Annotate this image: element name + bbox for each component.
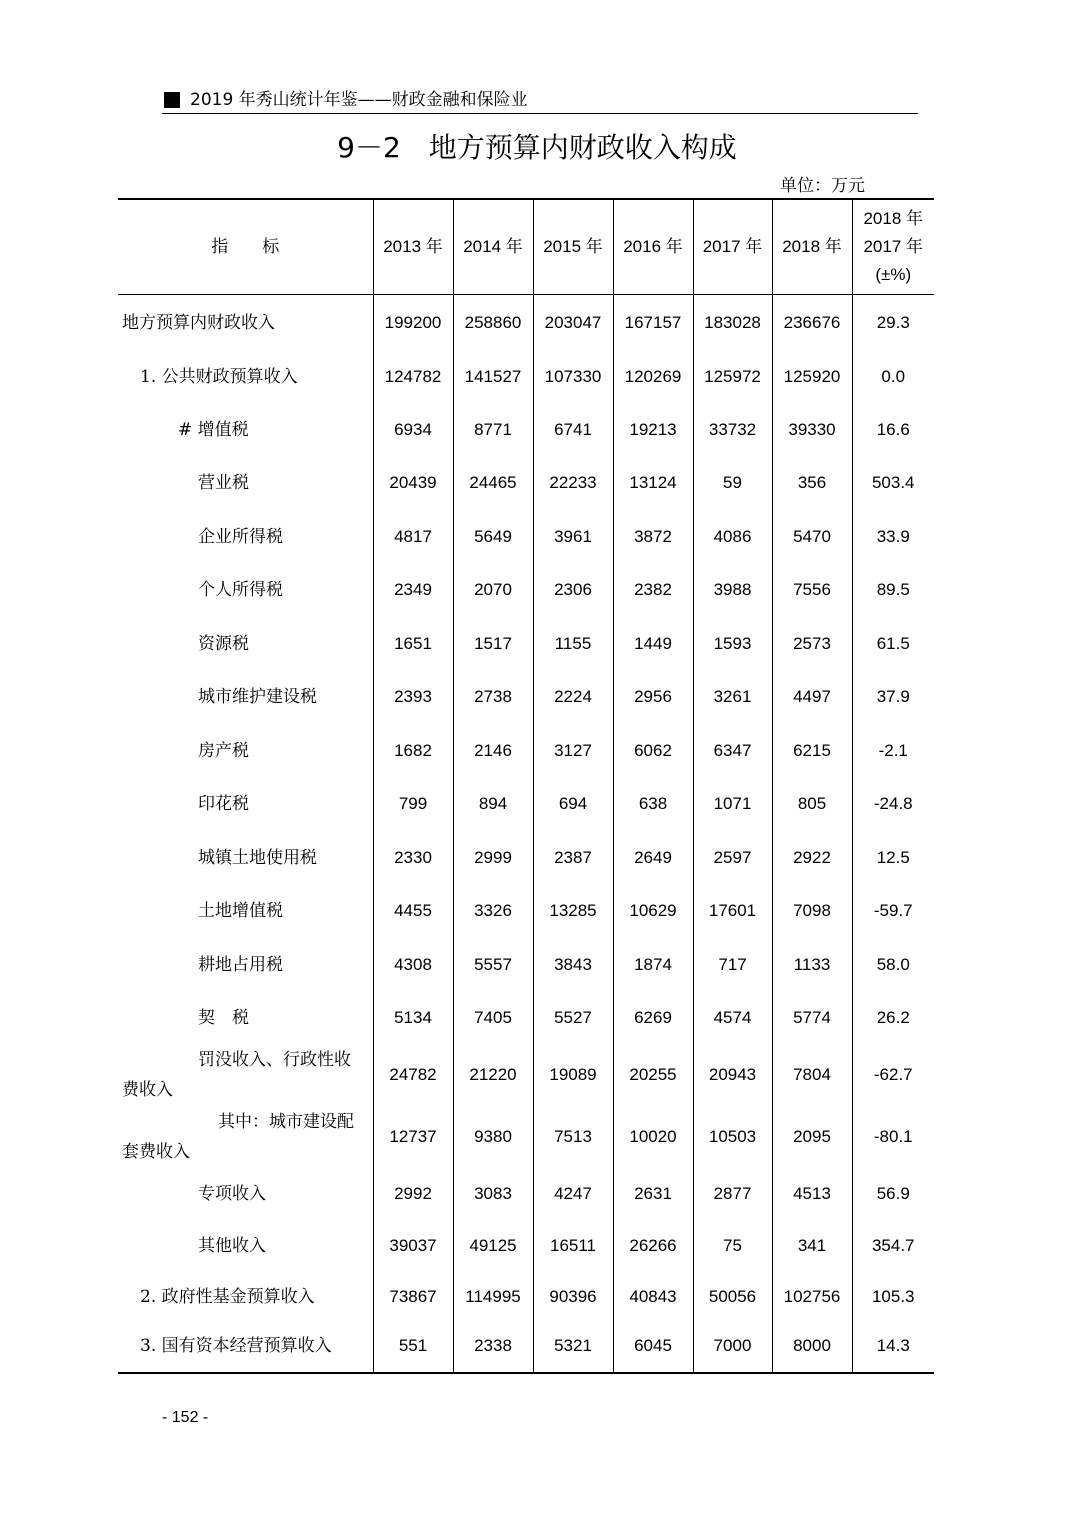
cell-value: 21220: [453, 1044, 533, 1106]
cell-value: 114995: [453, 1273, 533, 1321]
cell-value: 1593: [693, 617, 772, 671]
cell-value: 124782: [373, 351, 453, 403]
cell-value: 183028: [693, 295, 772, 351]
cell-value: 356: [772, 457, 852, 510]
cell-value: 13124: [613, 457, 693, 510]
table-row: [118, 1168, 934, 1220]
cell-value: 39330: [772, 403, 852, 457]
cell-value: 2095: [772, 1106, 852, 1168]
cell-value: 141527: [453, 351, 533, 403]
header-2016: 2016 年: [613, 199, 693, 295]
cell-value: 8000: [772, 1321, 852, 1373]
table-header-row: [118, 199, 934, 295]
cell-value: 2649: [613, 831, 693, 885]
cell-value: 5321: [533, 1321, 613, 1373]
cell-value: 26266: [613, 1220, 693, 1273]
table-row: [118, 403, 934, 457]
cell-value: 39037: [373, 1220, 453, 1273]
cell-value: 13285: [533, 885, 613, 938]
cell-value: 7000: [693, 1321, 772, 1373]
cell-change-pct: 61.5: [852, 617, 934, 671]
table-row: [118, 1321, 934, 1373]
cell-value: 107330: [533, 351, 613, 403]
cell-value: 5649: [453, 510, 533, 564]
cell-change-pct: 37.9: [852, 671, 934, 724]
cell-value: 3127: [533, 724, 613, 778]
cell-value: 717: [693, 938, 772, 992]
cell-change-pct: 26.2: [852, 992, 934, 1044]
cell-value: 6741: [533, 403, 613, 457]
cell-change-pct: 33.9: [852, 510, 934, 564]
header-text: 2019 年秀山统计年鉴——财政金融和保险业: [190, 90, 528, 110]
cell-value: 90396: [533, 1273, 613, 1321]
table-row: [118, 885, 934, 938]
cell-value: 894: [453, 778, 533, 831]
cell-change-pct: -59.7: [852, 885, 934, 938]
cell-value: 7098: [772, 885, 852, 938]
cell-value: 3843: [533, 938, 613, 992]
cell-value: 2877: [693, 1168, 772, 1220]
row-label: 营业税: [198, 473, 249, 493]
cell-value: 24782: [373, 1044, 453, 1106]
row-label: 1. 公共财政预算收入: [140, 366, 298, 387]
cell-value: 22233: [533, 457, 613, 510]
cell-value: 1651: [373, 617, 453, 671]
cell-value: 5134: [373, 992, 453, 1044]
header-change-line2: 2017 年: [863, 237, 924, 256]
cell-value: 19213: [613, 403, 693, 457]
cell-change-pct: 0.0: [852, 351, 934, 403]
cell-value: 2338: [453, 1321, 533, 1373]
cell-value: 49125: [453, 1220, 533, 1273]
table-row: [118, 1273, 934, 1321]
row-label: 契 税: [198, 1007, 249, 1028]
cell-value: 2224: [533, 671, 613, 724]
cell-value: 638: [613, 778, 693, 831]
table-row: [118, 510, 934, 564]
cell-value: 7804: [772, 1044, 852, 1106]
cell-value: 4817: [373, 510, 453, 564]
row-label: [118, 1106, 373, 1168]
cell-value: 4497: [772, 671, 852, 724]
cell-value: 3988: [693, 564, 772, 617]
row-label: [118, 1044, 373, 1106]
cell-value: 10020: [613, 1106, 693, 1168]
page-number: - 152 -: [162, 1409, 209, 1426]
header-change-line1: 2018 年: [863, 209, 924, 228]
cell-change-pct: 503.4: [852, 457, 934, 510]
cell-value: 5470: [772, 510, 852, 564]
revenue-table: [118, 198, 934, 1374]
cell-value: 236676: [772, 295, 852, 351]
cell-value: 20943: [693, 1044, 772, 1106]
header-2014: 2014 年: [453, 199, 533, 295]
cell-value: 102756: [772, 1273, 852, 1321]
cell-value: 2393: [373, 671, 453, 724]
cell-value: 10503: [693, 1106, 772, 1168]
cell-value: 20255: [613, 1044, 693, 1106]
cell-value: 2631: [613, 1168, 693, 1220]
table-row: [118, 295, 934, 351]
cell-value: 4086: [693, 510, 772, 564]
cell-value: 40843: [613, 1273, 693, 1321]
cell-value: 7556: [772, 564, 852, 617]
cell-value: 6215: [772, 724, 852, 778]
row-label-line2: 套费收入: [122, 1141, 190, 1162]
page-header: [162, 89, 918, 114]
table-row: [118, 938, 934, 992]
cell-value: 2738: [453, 671, 533, 724]
cell-value: 7513: [533, 1106, 613, 1168]
cell-value: 120269: [613, 351, 693, 403]
cell-change-pct: 56.9: [852, 1168, 934, 1220]
table-row: [118, 351, 934, 403]
cell-value: 2306: [533, 564, 613, 617]
cell-value: 3083: [453, 1168, 533, 1220]
header-square-icon: [164, 92, 180, 108]
cell-value: 6269: [613, 992, 693, 1044]
header-2018: 2018 年: [772, 199, 852, 295]
cell-value: 1517: [453, 617, 533, 671]
row-label: 土地增值税: [198, 901, 283, 921]
cell-value: 2070: [453, 564, 533, 617]
row-label: # 增值税: [178, 419, 249, 440]
cell-value: 75: [693, 1220, 772, 1273]
table-row: [118, 671, 934, 724]
cell-value: 6934: [373, 403, 453, 457]
cell-change-pct: -80.1: [852, 1106, 934, 1168]
table-row: [118, 724, 934, 778]
header-change-line3: (±%): [875, 265, 912, 284]
cell-value: 17601: [693, 885, 772, 938]
cell-value: 6045: [613, 1321, 693, 1373]
cell-value: 2597: [693, 831, 772, 885]
cell-value: 3872: [613, 510, 693, 564]
row-label: 其他收入: [198, 1236, 266, 1256]
cell-change-pct: -24.8: [852, 778, 934, 831]
cell-change-pct: 14.3: [852, 1321, 934, 1373]
cell-value: 6347: [693, 724, 772, 778]
cell-value: 8771: [453, 403, 533, 457]
cell-value: 805: [772, 778, 852, 831]
cell-value: 7405: [453, 992, 533, 1044]
table-row: [118, 831, 934, 885]
cell-value: 73867: [373, 1273, 453, 1321]
cell-value: 125920: [772, 351, 852, 403]
cell-value: 799: [373, 778, 453, 831]
unit-label: 单位：万元: [780, 176, 865, 196]
cell-value: 16511: [533, 1220, 613, 1273]
cell-value: 167157: [613, 295, 693, 351]
cell-value: 1682: [373, 724, 453, 778]
cell-value: 6062: [613, 724, 693, 778]
cell-change-pct: 89.5: [852, 564, 934, 617]
cell-value: 2146: [453, 724, 533, 778]
cell-value: 5774: [772, 992, 852, 1044]
table-row: [118, 1106, 934, 1168]
cell-value: 125972: [693, 351, 772, 403]
cell-value: 19089: [533, 1044, 613, 1106]
header-indicator: 指 标: [118, 199, 373, 295]
cell-value: 203047: [533, 295, 613, 351]
cell-value: 4455: [373, 885, 453, 938]
cell-change-pct: -62.7: [852, 1044, 934, 1106]
row-label-line1: 罚没收入、行政性收: [198, 1049, 351, 1070]
header-2015: 2015 年: [533, 199, 613, 295]
cell-value: 3326: [453, 885, 533, 938]
cell-value: 341: [772, 1220, 852, 1273]
cell-change-pct: 105.3: [852, 1273, 934, 1321]
cell-value: 2349: [373, 564, 453, 617]
cell-change-pct: 29.3: [852, 295, 934, 351]
cell-value: 3961: [533, 510, 613, 564]
row-label: 房产税: [198, 740, 249, 761]
cell-value: 258860: [453, 295, 533, 351]
cell-change-pct: 16.6: [852, 403, 934, 457]
table-row: [118, 457, 934, 510]
row-label: 城镇土地使用税: [198, 847, 317, 868]
cell-value: 1874: [613, 938, 693, 992]
cell-value: 551: [373, 1321, 453, 1373]
cell-value: 4247: [533, 1168, 613, 1220]
table-row: [118, 564, 934, 617]
row-label: 2. 政府性基金预算收入: [140, 1286, 315, 1307]
cell-value: 1071: [693, 778, 772, 831]
cell-value: 4308: [373, 938, 453, 992]
cell-value: 2330: [373, 831, 453, 885]
row-label: 资源税: [198, 633, 249, 654]
row-label: 个人所得税: [198, 580, 283, 600]
cell-value: 10629: [613, 885, 693, 938]
header-change: [852, 199, 934, 295]
cell-value: 694: [533, 778, 613, 831]
row-label: 专项收入: [198, 1183, 266, 1204]
cell-value: 3261: [693, 671, 772, 724]
page-title: 9－2 地方预算内财政收入构成: [337, 131, 737, 164]
header-2013: 2013 年: [373, 199, 453, 295]
row-label-line2: 费收入: [122, 1079, 173, 1100]
cell-value: 199200: [373, 295, 453, 351]
cell-value: 1155: [533, 617, 613, 671]
table-row: [118, 992, 934, 1044]
row-label: 印花税: [198, 794, 249, 814]
cell-change-pct: 354.7: [852, 1220, 934, 1273]
table-row: [118, 1220, 934, 1273]
cell-change-pct: -2.1: [852, 724, 934, 778]
row-label: 耕地占用税: [198, 954, 283, 975]
cell-value: 33732: [693, 403, 772, 457]
cell-change-pct: 58.0: [852, 938, 934, 992]
cell-value: 1133: [772, 938, 852, 992]
cell-value: 4574: [693, 992, 772, 1044]
table-row: [118, 617, 934, 671]
cell-value: 5557: [453, 938, 533, 992]
cell-value: 59: [693, 457, 772, 510]
cell-value: 1449: [613, 617, 693, 671]
row-label: 地方预算内财政收入: [122, 312, 275, 333]
cell-value: 2573: [772, 617, 852, 671]
cell-value: 4513: [772, 1168, 852, 1220]
row-label: 城市维护建设税: [198, 687, 317, 707]
header-2017: 2017 年: [693, 199, 772, 295]
cell-value: 2992: [373, 1168, 453, 1220]
cell-value: 2382: [613, 564, 693, 617]
table-row: [118, 1044, 934, 1106]
cell-value: 2999: [453, 831, 533, 885]
row-label-line1: 其中：城市建设配: [218, 1111, 354, 1132]
cell-value: 24465: [453, 457, 533, 510]
cell-value: 5527: [533, 992, 613, 1044]
cell-value: 9380: [453, 1106, 533, 1168]
row-label: 3. 国有资本经营预算收入: [140, 1336, 332, 1356]
cell-value: 2956: [613, 671, 693, 724]
row-label: 企业所得税: [198, 526, 283, 547]
cell-value: 2387: [533, 831, 613, 885]
cell-value: 20439: [373, 457, 453, 510]
cell-value: 12737: [373, 1106, 453, 1168]
cell-change-pct: 12.5: [852, 831, 934, 885]
table-row: [118, 778, 934, 831]
cell-value: 50056: [693, 1273, 772, 1321]
cell-value: 2922: [772, 831, 852, 885]
